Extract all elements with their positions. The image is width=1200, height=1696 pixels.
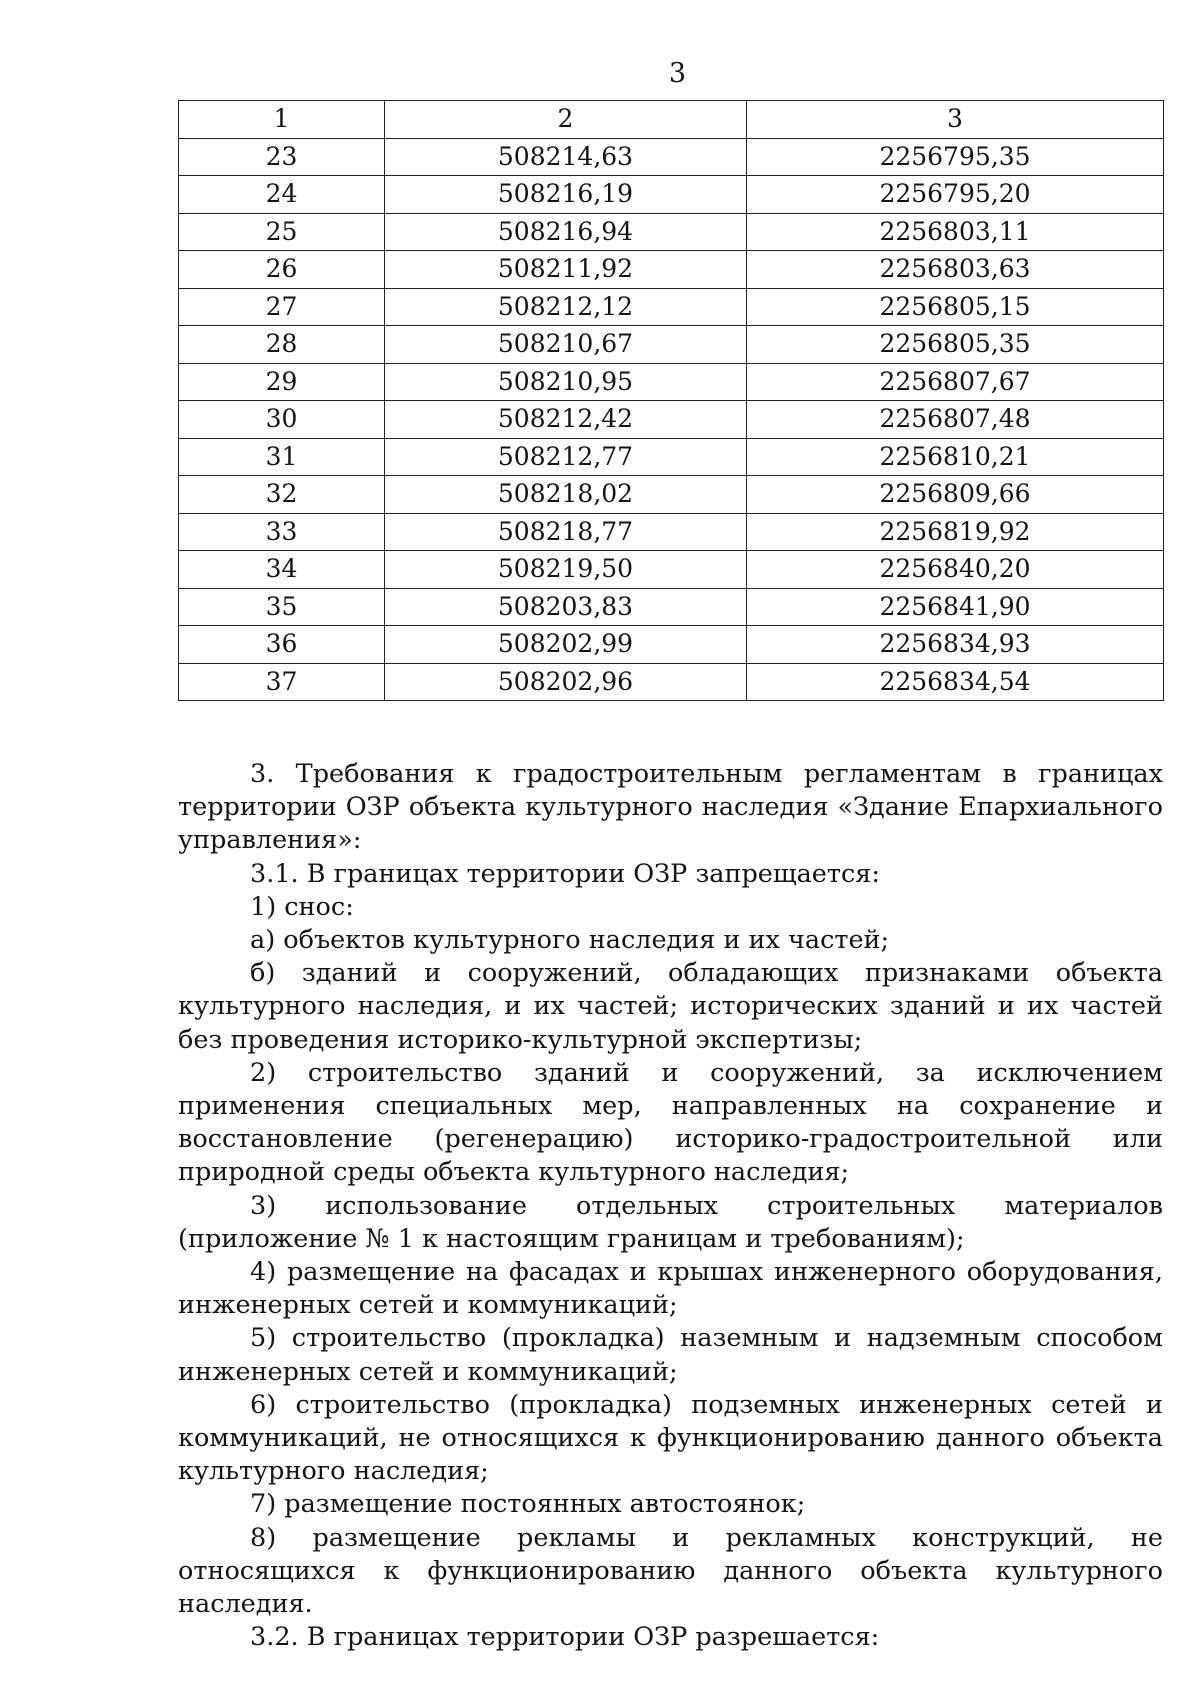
table-row	[179, 326, 1164, 364]
table-cell: 2256834,93	[747, 626, 1164, 664]
paragraph: 3. Требования к градостроительным регламентам в границах территории ОЗР объекта культурного наследия «Здание Епархиального управления»:	[178, 759, 1163, 856]
table-cell: 2256803,11	[747, 213, 1164, 251]
table-row	[179, 176, 1164, 214]
table-row	[179, 363, 1164, 401]
header-cell: 1	[179, 101, 385, 139]
paragraph: 3.1. В границах территории ОЗР запрещается:	[250, 858, 880, 889]
table-cell: 24	[179, 176, 385, 214]
coordinates-table	[178, 100, 1164, 701]
table-row	[179, 438, 1164, 476]
table-cell: 508218,77	[385, 513, 747, 551]
paragraph: 4) размещение на фасадах и крышах инженерного оборудования, инженерных сетей и коммуникаций;	[178, 1257, 1163, 1321]
table-cell: 30	[179, 401, 385, 439]
table-cell: 25	[179, 213, 385, 251]
table-cell: 29	[179, 363, 385, 401]
header-cell: 2	[385, 101, 747, 139]
table-row	[179, 213, 1164, 251]
paragraph: 3.2. В границах территории ОЗР разрешается:	[250, 1622, 880, 1653]
table-cell: 2256807,67	[747, 363, 1164, 401]
paragraph: 3) использование отдельных строительных материалов (приложение № 1 к настоящим границам и требованиям);	[178, 1190, 1163, 1254]
table-cell: 33	[179, 513, 385, 551]
table-cell: 28	[179, 326, 385, 364]
table-cell: 508219,50	[385, 551, 747, 589]
paragraph: б) зданий и сооружений, обладающих признаками объекта культурного наследия, и их частей; исторических зданий и их частей без проведения историко-культурной экспертизы;	[178, 958, 1163, 1055]
table-cell: 508214,63	[385, 138, 747, 176]
table-cell: 508203,83	[385, 588, 747, 626]
table-row	[179, 588, 1164, 626]
table-cell: 36	[179, 626, 385, 664]
table-cell: 27	[179, 288, 385, 326]
table-row	[179, 476, 1164, 514]
table-cell: 2256810,21	[747, 438, 1164, 476]
table-cell: 2256795,35	[747, 138, 1164, 176]
table-cell: 2256805,15	[747, 288, 1164, 326]
paragraph: 5) строительство (прокладка) наземным и надземным способом инженерных сетей и коммуникаций;	[178, 1323, 1163, 1387]
table-cell: 508212,12	[385, 288, 747, 326]
table-cell: 2256809,66	[747, 476, 1164, 514]
table-cell: 31	[179, 438, 385, 476]
table-cell: 2256795,20	[747, 176, 1164, 214]
table-cell: 23	[179, 138, 385, 176]
table-cell: 2256803,63	[747, 251, 1164, 289]
table-row	[179, 663, 1164, 701]
table-cell: 508216,94	[385, 213, 747, 251]
table-cell: 508212,42	[385, 401, 747, 439]
table-row	[179, 513, 1164, 551]
table-cell: 508210,67	[385, 326, 747, 364]
table-cell: 34	[179, 551, 385, 589]
table-cell: 32	[179, 476, 385, 514]
table-row	[179, 288, 1164, 326]
table-row	[179, 626, 1164, 664]
table-cell: 2256834,54	[747, 663, 1164, 701]
paragraph: а) объектов культурного наследия и их частей;	[250, 925, 890, 956]
page-number: 3	[668, 58, 687, 89]
paragraph: 8) размещение рекламы и рекламных конструкций, не относящихся к функционированию данного объекта культурного наследия.	[178, 1522, 1163, 1620]
paragraph: 7) размещение постоянных автостоянок;	[250, 1489, 806, 1520]
coordinates-table-body	[179, 101, 1164, 701]
table-cell: 2256840,20	[747, 551, 1164, 589]
paragraph: 1) снос:	[250, 891, 354, 922]
table-cell: 2256805,35	[747, 326, 1164, 364]
table-cell: 2256819,92	[747, 513, 1164, 551]
table-cell: 508210,95	[385, 363, 747, 401]
table-cell: 35	[179, 588, 385, 626]
header-cell: 3	[747, 101, 1164, 139]
table-row	[179, 551, 1164, 589]
table-cell: 508202,96	[385, 663, 747, 701]
table-cell: 26	[179, 251, 385, 289]
table-cell: 2256841,90	[747, 588, 1164, 626]
table-cell: 508202,99	[385, 626, 747, 664]
table-cell: 508218,02	[385, 476, 747, 514]
table-row	[179, 401, 1164, 439]
paragraph: 6) строительство (прокладка) подземных инженерных сетей и коммуникаций, не относящихся к функционированию данного объекта культурного наследия;	[178, 1389, 1163, 1487]
document-text	[178, 758, 1163, 1654]
table-row	[179, 138, 1164, 176]
table-cell: 508212,77	[385, 438, 747, 476]
paragraph: 2) строительство зданий и сооружений, за исключением применения специальных мер, направленных на сохранение и восстановление (регенерацию) историко-градостроительной или природной среды объекта культурного наследия;	[178, 1057, 1163, 1188]
table-cell: 508216,19	[385, 176, 747, 214]
table-header-row	[179, 101, 1164, 139]
table-row	[179, 251, 1164, 289]
table-cell: 508211,92	[385, 251, 747, 289]
table-cell: 37	[179, 663, 385, 701]
table-cell: 2256807,48	[747, 401, 1164, 439]
